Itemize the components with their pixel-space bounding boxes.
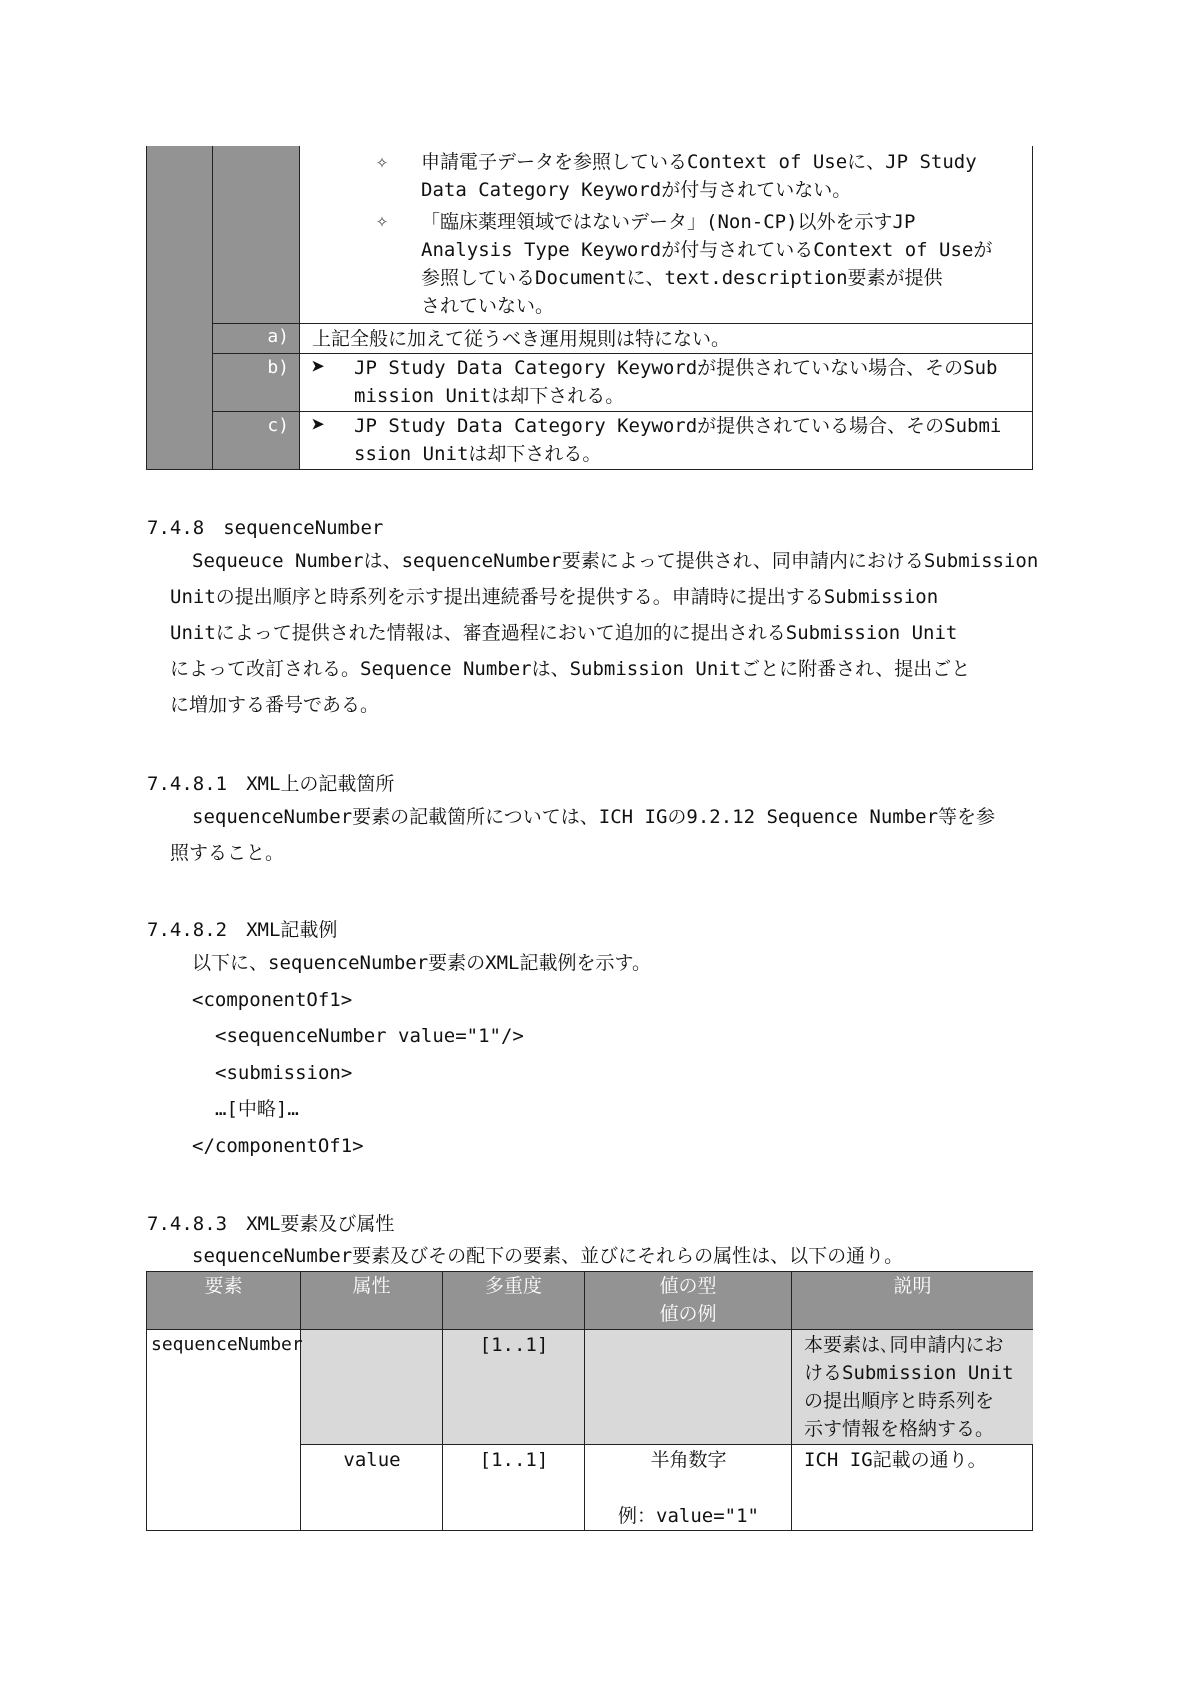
multiplicity-cell: [1..1]: [479, 1334, 549, 1356]
bullet-1-line: Data Category Keywordが付与されていない。: [421, 179, 852, 201]
gray-cell: [301, 1330, 443, 1444]
description-line: けるSubmission Unit: [804, 1362, 1014, 1384]
bullet-2-line: Analysis Type Keywordが付与されているContext of Useが: [421, 239, 993, 261]
bullet-1: [421, 148, 1022, 204]
row-divider: [213, 323, 1032, 324]
body-line: 照すること。: [170, 842, 285, 864]
row-b-line: mission Unitは却下される。: [354, 385, 625, 407]
col-line: [791, 1330, 792, 1531]
body-line: Unitによって提供された情報は、審査過程において追加的に提出されるSubmission Unit: [170, 622, 958, 644]
bullet-2-line: 参照しているDocumentに、text.description要素が提供: [421, 267, 943, 289]
row-c-text: [354, 412, 1022, 468]
body-line: Sequeuce Numberは、sequenceNumber要素によって提供され、同申請内におけるSubmission: [192, 550, 1039, 572]
col-line: [300, 1330, 301, 1531]
row-line: [301, 1444, 1033, 1445]
description-line: の提出順序と時系列を: [804, 1390, 995, 1412]
row-c-label: c): [267, 415, 289, 436]
body-line: に増加する番号である。: [170, 694, 380, 716]
table-gray-column-1: [147, 146, 213, 469]
arrow-bullet-icon: ➤: [311, 411, 326, 439]
description-cell: ICH IG記載の通り。: [804, 1449, 987, 1471]
row-b-text: [354, 354, 1022, 410]
row-a-text: 上記全般に加えて従うべき運用規則は特にない。: [312, 328, 731, 350]
section-7482-intro: 以下に、sequenceNumber要素のXML記載例を示す。: [192, 952, 651, 974]
body-line: sequenceNumber要素の記載箇所については、ICH IGの9.2.12 Sequence Number等を参: [192, 806, 996, 828]
heading-7-4-8-2: 7.4.8.2 XML記載例: [147, 919, 338, 941]
description-line: 本要素は､同申請内にお: [804, 1334, 1004, 1356]
col-line: [584, 1330, 585, 1531]
rules-table: [146, 146, 1033, 470]
attribute-table: [146, 1271, 1033, 1531]
attribute-value: value: [343, 1449, 401, 1471]
gray-cell: [585, 1330, 792, 1444]
diamond-bullet-icon: ✧: [376, 208, 389, 232]
row-b-label: b): [267, 357, 289, 378]
row-a-label: a): [267, 326, 289, 347]
row-b-line: JP Study Data Category Keywordが提供されていない場合、そのSub: [354, 357, 998, 379]
bullet-2: [421, 208, 1022, 320]
arrow-bullet-icon: ➤: [311, 353, 326, 381]
section-7481-body: [170, 799, 995, 871]
value-type-cell: 半角数字: [650, 1449, 727, 1471]
header-value-type: [585, 1272, 792, 1330]
diamond-bullet-icon: ✧: [376, 149, 389, 173]
heading-7-4-8: 7.4.8 sequenceNumber: [147, 517, 384, 539]
section-748-body: [170, 543, 1038, 723]
bullet-2-line: されていない。: [421, 295, 555, 317]
value-example-cell: 例：value="1": [618, 1505, 759, 1527]
row-c-line: JP Study Data Category Keywordが提供されている場合、そのSubmi: [354, 415, 1002, 437]
body-line: Unitの提出順序と時系列を示す提出連続番号を提供する。申請時に提出するSubmission: [170, 586, 939, 608]
description-cell: [804, 1331, 1032, 1443]
xml-code-line: <submission>: [215, 1062, 353, 1084]
header-description: 説明: [792, 1272, 1033, 1330]
body-line: によって改訂される。Sequence Numberは、Submission Unitごとに附番され、提出ごと: [170, 658, 971, 680]
col-line: [442, 1330, 443, 1531]
header-element: 要素: [147, 1272, 301, 1330]
xml-code-line: </componentOf1>: [192, 1135, 364, 1157]
xml-code-line: <componentOf1>: [192, 989, 353, 1011]
description-line: 示す情報を格納する。: [804, 1418, 995, 1440]
multiplicity-cell: [1..1]: [479, 1449, 549, 1471]
row-c-line: ssion Unitは却下される。: [354, 443, 602, 465]
bullet-1-line: 申請電子データを参照しているContext of Useに、JP Study: [421, 151, 977, 173]
header-value-type-label: 値の型: [659, 1275, 717, 1297]
table-gray-column-2: [213, 146, 300, 469]
header-multiplicity: 多重度: [443, 1272, 585, 1330]
heading-7-4-8-1: 7.4.8.1 XML上の記載箇所: [147, 773, 395, 795]
section-7483-intro: sequenceNumber要素及びその配下の要素、並びにそれらの属性は、以下の通り。: [192, 1245, 904, 1267]
header-value-example-label: 値の例: [659, 1303, 717, 1325]
element-sequence-number: sequenceNumber: [151, 1334, 303, 1355]
xml-code-line: …[中略]…: [215, 1098, 299, 1120]
xml-code-line: <sequenceNumber value="1"/>: [215, 1025, 524, 1047]
bullet-2-line: 「臨床薬理領域ではないデータ」(Non-CP)以外を示すJP: [421, 211, 916, 233]
header-attribute: 属性: [301, 1272, 443, 1330]
heading-7-4-8-3: 7.4.8.3 XML要素及び属性: [147, 1213, 395, 1235]
